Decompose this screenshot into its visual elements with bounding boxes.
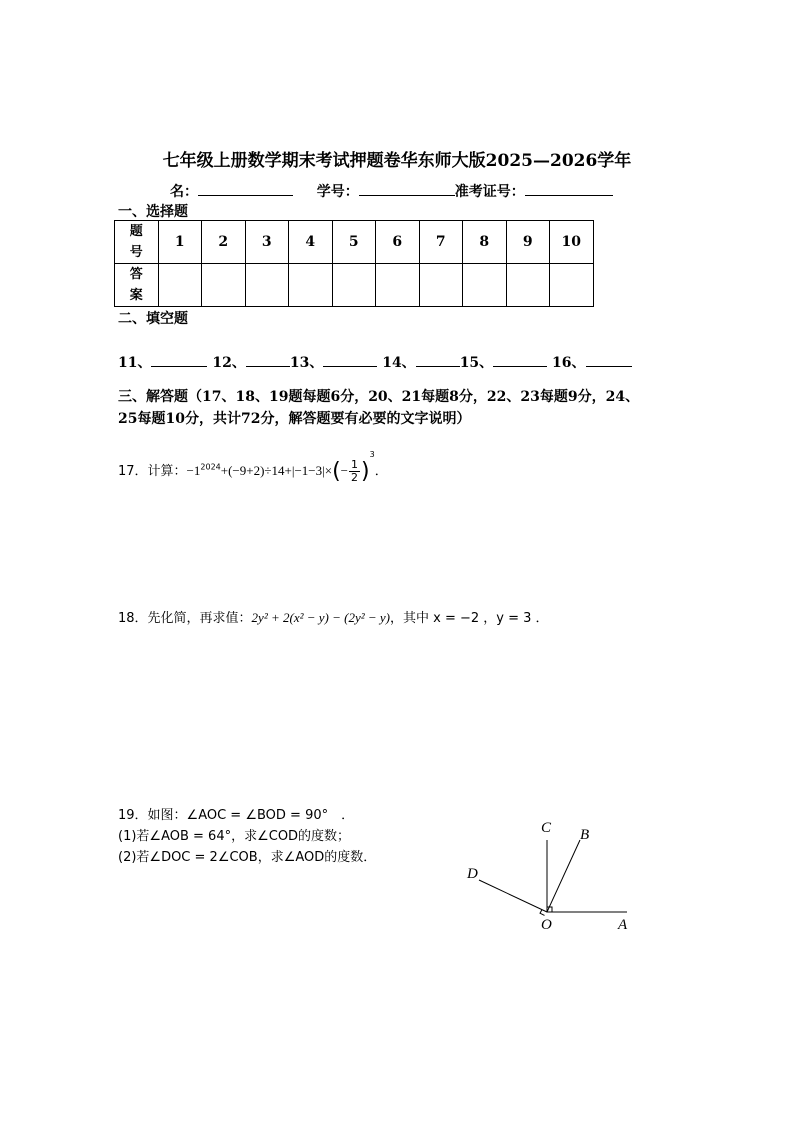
fraction-denominator: 2: [351, 471, 359, 484]
question-17-fraction: [349, 459, 360, 484]
fill-item-12-label: 12、: [212, 355, 246, 371]
student-id-blank[interactable]: [359, 183, 455, 196]
question-17-exponent: 2024: [200, 462, 221, 472]
question-number-cell: 3: [245, 221, 289, 264]
answer-cell[interactable]: [376, 264, 420, 307]
ray-ob: [547, 840, 580, 912]
question-number-cell: 8: [463, 221, 507, 264]
name-blank[interactable]: [198, 183, 293, 196]
fill-item-15-blank[interactable]: [493, 354, 547, 367]
question-number-cell: 7: [419, 221, 463, 264]
exam-number-label: 准考证号：: [454, 184, 525, 200]
fill-item-16-label: 16、: [552, 355, 586, 371]
question-number-header: 题 号: [115, 221, 159, 264]
point-o-label: O: [541, 917, 552, 933]
angle-figure: [455, 812, 645, 937]
exam-number-blank[interactable]: [525, 183, 613, 196]
answer-cell[interactable]: [202, 264, 246, 307]
name-label: 名：: [170, 184, 198, 200]
section-solve-heading-line1: 三、解答题（17、18、19题每题6分，20、21每题8分，22、23每题9分，24、: [118, 389, 640, 405]
question-number-cell: 2: [202, 221, 246, 264]
question-17-end: ．: [374, 464, 388, 479]
question-number-cell: 1: [158, 221, 202, 264]
question-number-cell: 5: [332, 221, 376, 264]
question-18-label: 18．先化简，再求值：: [118, 611, 252, 626]
question-18-expression: 2y² + 2(x² − y) − (2y² − y): [251, 610, 390, 625]
answer-cell[interactable]: [332, 264, 376, 307]
question-number-cell: 6: [376, 221, 420, 264]
answer-cell[interactable]: [506, 264, 550, 307]
answer-cell[interactable]: [158, 264, 202, 307]
answer-cell[interactable]: [463, 264, 507, 307]
point-b-label: B: [580, 827, 590, 843]
answer-cell[interactable]: [245, 264, 289, 307]
question-19-line1: 19．如图：∠AOC = ∠BOD = 90° ．: [118, 808, 355, 823]
question-number-cell: 9: [506, 221, 550, 264]
question-17-term-b: +(−9+2)÷14+|−1−3|×: [220, 463, 333, 478]
fill-item-13-blank[interactable]: [323, 354, 377, 367]
question-17: 17．计算：$-1^{2024}+(-9+2)\div 14+|-1-3|\times(-$ $\frac{1}{2}$ )$^3$．: [118, 450, 388, 484]
question-17-cube: 3: [369, 450, 375, 459]
question-number-cell: 10: [550, 221, 594, 264]
fill-item-12-blank[interactable]: [246, 354, 290, 367]
fill-item-13-label: 13、: [289, 355, 324, 371]
student-info-line: [170, 181, 613, 201]
answer-cell[interactable]: [289, 264, 333, 307]
answer-cell[interactable]: [419, 264, 463, 307]
question-18: [118, 607, 549, 626]
student-id-label: 学号：: [316, 184, 359, 200]
answer-cell[interactable]: [550, 264, 594, 307]
fill-item-15-label: 15、: [459, 355, 494, 371]
fill-item-11-label: 11、: [118, 355, 152, 371]
fill-item-14-blank[interactable]: [416, 354, 460, 367]
section-fill-heading: 二、填空题: [118, 311, 188, 327]
section-solve-heading-line2: 25每题10分，共计72分，解答题要有必要的文字说明）: [118, 411, 471, 427]
section-choice-heading: 一、选择题: [118, 204, 188, 220]
fraction-numerator: 1: [351, 458, 359, 471]
fill-item-14-label: 14、: [382, 355, 416, 371]
page-title: 七年级上册数学期末考试押题卷华东师大版2025—2026学年: [162, 151, 632, 171]
point-c-label: C: [541, 820, 552, 836]
fill-blanks-row: [118, 352, 632, 372]
ray-od: [479, 880, 547, 912]
fill-item-16-blank[interactable]: [586, 354, 632, 367]
fill-item-11-blank[interactable]: [151, 354, 207, 367]
point-d-label: D: [467, 866, 478, 882]
point-a-label: A: [618, 917, 628, 933]
answer-header: 答 案: [115, 264, 159, 307]
question-18-condition: ，其中 x = −2 ，y = 3 ．: [390, 611, 549, 626]
question-17-label: 17．计算：: [118, 464, 187, 479]
question-19-part1: (1)若∠AOB = 64°，求∠COD的度数；: [118, 829, 351, 844]
question-number-cell: 4: [289, 221, 333, 264]
question-19-part2: (2)若∠DOC = 2∠COB，求∠AOD的度数．: [118, 850, 377, 865]
answer-grid: [114, 220, 594, 307]
question-17-term-a: −1: [186, 463, 201, 478]
